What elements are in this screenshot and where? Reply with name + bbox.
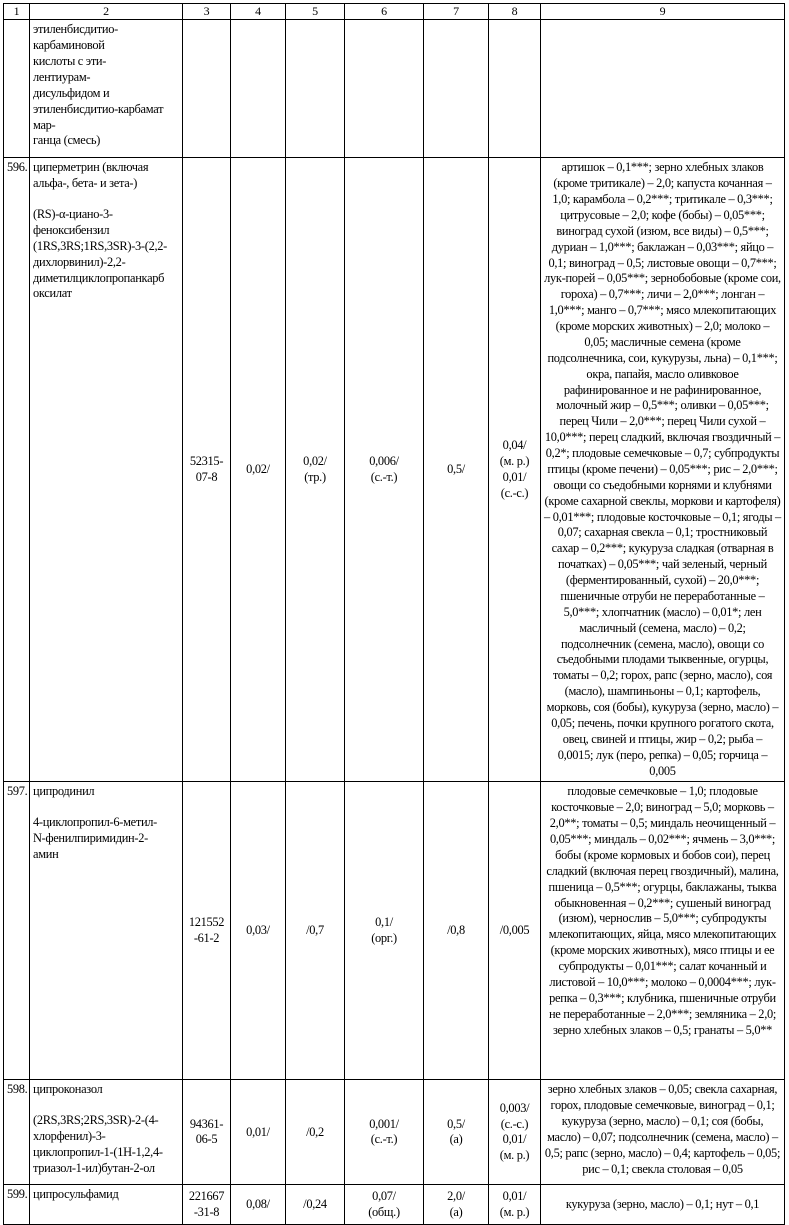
column-number-header-row: [4, 4, 785, 20]
column-header: 1: [4, 4, 30, 20]
product-limits-cell: [541, 20, 785, 158]
cas-number: 121552 -61-2: [183, 782, 231, 1080]
substance-name-cell: [30, 1080, 183, 1185]
value-cell-7: 0,5/: [424, 158, 489, 782]
chemical-name: 4-циклопропил-6-метил- N-фенилпиримидин-2- амин: [33, 815, 157, 862]
value-cell-5: 0,02/ (тр.): [286, 158, 345, 782]
substance-name: ципросульфамид: [33, 1187, 119, 1202]
hygiene-standards-table: [3, 3, 785, 1225]
column-header: 5: [286, 4, 345, 20]
row-number: 596.: [4, 158, 30, 782]
table-row: [4, 1080, 785, 1185]
value-cell-6: [345, 20, 424, 158]
substance-name: циперметрин (включая альфа-, бета- и зета-): [33, 160, 149, 191]
value-cell-7: 2,0/ (а): [424, 1185, 489, 1225]
value-cell-7: /0,8: [424, 782, 489, 1080]
table-row: [4, 20, 785, 158]
substance-name: ципродинил: [33, 784, 95, 799]
value-cell-7: [424, 20, 489, 158]
value-cell-6: 0,1/ (орг.): [345, 782, 424, 1080]
row-number: 598.: [4, 1080, 30, 1185]
value-cell-8: /0,005: [489, 782, 541, 1080]
value-cell-4: 0,03/: [231, 782, 286, 1080]
value-cell-8: 0,003/ (с.-с.) 0,01/ (м. р.): [489, 1080, 541, 1185]
chemical-name: (2RS,3RS;2RS,3SR)-2-(4- хлорфенил)-3- циклопропил-1-(1H-1,2,4- триазол-1-ил)бутан-2-ол: [33, 1113, 163, 1175]
cas-number: 94361- 06-5: [183, 1080, 231, 1185]
column-header: 7: [424, 4, 489, 20]
column-header: 3: [183, 4, 231, 20]
cas-number: 221667 -31-8: [183, 1185, 231, 1225]
product-limits: плодовые семечковые – 1,0; плодовые косточковые – 2,0; виноград – 5,0; морковь – 2,0**; томаты – 0,5; миндаль неочищенный – 0,05***; миндаль – 0,02***; ячмень – 3,0***; бобы (кроме кормовых и бобов сои), перец сладкий (включая перец гвоздичный), малина, пшеница – 0,5***; огурцы, баклажаны, тыква обыкновенная – 0,2***; сушеный виноград (изюм), чернослив – 5,0***; субпродукты млекопитающих, яйца, мясо млекопитающих (кроме морских животных), мясо птицы и ее субпродукты – 0,01***; салат кочанный и листовой – 10,0***; молоко – 0,0004***; лук-репка – 0,3***; клубника, пшеничные отруби не переработанные – 2,0***; земляника – 2,0; зерно хлебных злаков – 0,5; гранаты – 5,0**: [541, 782, 785, 1080]
row-number: 599.: [4, 1185, 30, 1225]
cas-number: 52315- 07-8: [183, 158, 231, 782]
product-limits: артишок – 0,1***; зерно хлебных злаков (кроме тритикале) – 2,0; капуста кочанная – 1,0; карамбола – 0,2***; тритикале – 0,3***; цитрусовые – 2,0; кофе (бобы) – 0,05***; виноград сухой (изюм, все виды) – 0,5***; дуриан – 1,0***; баклажан – 0,03***; яйцо – 0,1; виноград – 0,5; листовые овощи – 0,7***; лук-порей – 0,05***; зернобобовые (кроме сои, гороха) – 0,7***; личи – 2,0***; лонган – 1,0***; манго – 0,7***; мясо млекопитающих (кроме морских животных) – 2,0; молоко – 0,05; масличные семена (кроме подсолнечника, сои, кукурузы, льна) – 0,1***; окра, папайя, масло оливковое рафинированное и не рафинированное, молочный жир – 0,5***; оливки – 0,05***; перец Чили – 2,0***; перец Чили сухой – 10,0***; перец сладкий, включая гвоздичный – 0,2*; плодовые семечковые – 0,7; субпродукты птицы (кроме печени) – 0,05***; рис – 2,0***; овощи со съедобными корнями и клубнями (кроме сахарной свеклы, моркови и картофеля) – 0,01***; плодовые косточковые – 0,1; ягоды – 0,07; сахарная свекла – 0,1; тростниковый сахар – 0,2***; кукуруза сладкая (отварная в початках) – 0,05***; чай зеленый, черный (ферментированный, сухой) – 20,0***; пшеничные отруби не переработанные – 5,0***; хлопчатник (масло) – 0,01*; лен масличный (семена, масло) – 0,2; подсолнечник (семена, масло), овощи со съедобными плодами тыквенные, огурцы, томаты – 0,2; горох, рапс (зерно, масло), соя (масло), шампиньоны – 0,1; картофель, морковь, соя (бобы), кукуруза (зерно, масло) – 0,05; печень, почки крупного рогатого скота, овец, свиней и птицы, жир – 0,2; рыба – 0,0015; лук (перо, репка) – 0,05; горчица – 0,005: [541, 158, 785, 782]
product-limits: кукуруза (зерно, масло) – 0,1; нут – 0,1: [541, 1185, 785, 1225]
column-header: 2: [30, 4, 183, 20]
value-cell-4: [231, 20, 286, 158]
product-limits: зерно хлебных злаков – 0,05; свекла сахарная, горох, плодовые семечковые, виноград – 0,1; кукуруза (зерно, масло) – 0,1; соя (бобы, масло) – 0,07; подсолнечник (семена, масло) – 0,5; рапс (зерно, масло) – 0,4; картофель – 0,05; рис – 0,1; свекла столовая – 0,05: [541, 1080, 785, 1185]
chemical-name: (RS)-α-циано-3- феноксибензил (1RS,3RS;1RS,3SR)-3-(2,2- дихлорвинил)-2,2- диметилциклопропанкарб оксилат: [33, 207, 167, 301]
row-number: [4, 20, 30, 158]
value-cell-8: [489, 20, 541, 158]
value-cell-4: 0,08/: [231, 1185, 286, 1225]
substance-name: этиленбисдитио- карбаминовой кислоты с эти- лентиурам- дисульфидом и этиленбисдитио-карбамат мар- ганца (смесь): [33, 22, 164, 148]
value-cell-6: 0,006/ (с.-т.): [345, 158, 424, 782]
value-cell-5: /0,2: [286, 1080, 345, 1185]
table-row: [4, 782, 785, 1080]
row-number: 597.: [4, 782, 30, 1080]
table-row: [4, 158, 785, 782]
value-cell-4: 0,02/: [231, 158, 286, 782]
column-header: 6: [345, 4, 424, 20]
column-header: 9: [541, 4, 785, 20]
value-cell-7: 0,5/ (а): [424, 1080, 489, 1185]
value-cell-4: 0,01/: [231, 1080, 286, 1185]
column-header: 8: [489, 4, 541, 20]
value-cell-5: /0,7: [286, 782, 345, 1080]
value-cell-8: 0,01/ (м. р.): [489, 1185, 541, 1225]
value-cell-6: 0,07/ (общ.): [345, 1185, 424, 1225]
value-cell-8: 0,04/ (м. р.) 0,01/ (с.-с.): [489, 158, 541, 782]
value-cell-6: 0,001/ (с.-т.): [345, 1080, 424, 1185]
substance-name-cell: [30, 158, 183, 782]
value-cell-5: /0,24: [286, 1185, 345, 1225]
value-cell-5: [286, 20, 345, 158]
cas-cell: [183, 20, 231, 158]
substance-name-cell: [30, 782, 183, 1080]
substance-name: ципроконазол: [33, 1082, 103, 1097]
substance-name-cell: [30, 20, 183, 158]
column-header: 4: [231, 4, 286, 20]
